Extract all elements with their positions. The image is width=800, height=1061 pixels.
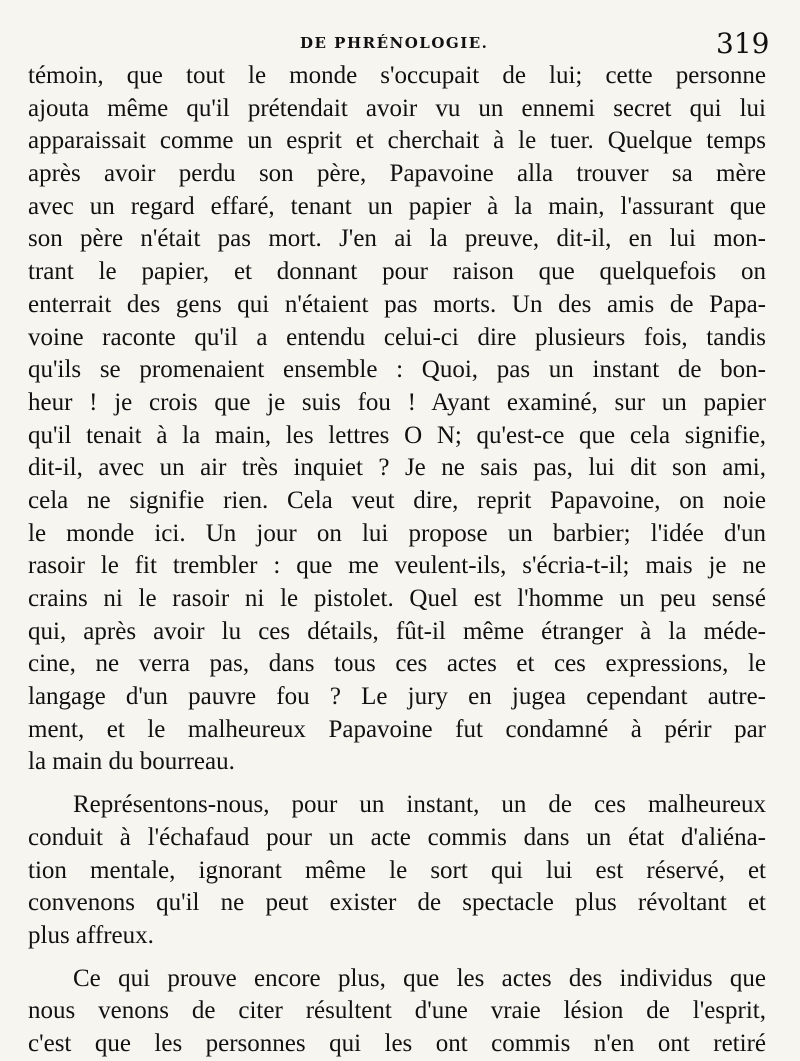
- text-line: rasoir le fit trembler : que me veulent-ils, s'écria-t-il; mais je ne: [28, 552, 766, 580]
- text-line: ment, et le malheureux Papavoine fut condamné à périr par: [28, 715, 766, 743]
- text-line: après avoir perdu son père, Papavoine alla trouver sa mère: [28, 160, 766, 188]
- text-line: trant le papier, et donnant pour raison que quelquefois on: [28, 258, 766, 286]
- running-title: DE PHRÉNOLOGIE.: [300, 34, 489, 52]
- paragraph-2: [28, 789, 766, 952]
- text-line: enterrait des gens qui n'étaient pas morts. Un des amis de Papa-: [28, 290, 766, 318]
- text-line: qu'il tenait à la main, les lettres O N; qu'est-ce que cela signifie,: [28, 421, 766, 449]
- page-number: 319: [716, 27, 770, 60]
- text-line: témoin, que tout le monde s'occupait de lui; cette personne: [28, 62, 766, 89]
- paragraph-gap: [28, 779, 766, 789]
- text-line: qu'ils se promenaient ensemble : Quoi, pas un instant de bon-: [28, 356, 766, 384]
- text-line: dit-il, avec un air très inquiet ? Je ne sais pas, lui dit son ami,: [28, 454, 766, 482]
- text-line: la main du bourreau.: [28, 748, 235, 776]
- text-line: nous venons de citer résultent d'une vraie lésion de l'esprit,: [28, 997, 766, 1025]
- text-line: conduit à l'échafaud pour un acte commis dans un état d'aliéna-: [28, 823, 766, 851]
- paragraph-gap: [28, 953, 766, 963]
- text-line: Ce qui prouve encore plus, que les actes des individus que: [73, 964, 766, 992]
- text-line: cela ne signifie rien. Cela veut dire, reprit Papavoine, on noie: [28, 486, 766, 514]
- text-line: plus affreux.: [28, 921, 154, 949]
- text-line: avec un regard effaré, tenant un papier à la main, l'assurant que: [28, 192, 766, 220]
- text-line: son père n'était pas mort. J'en ai la preuve, dit-il, en lui mon-: [28, 225, 766, 253]
- text-line: langage d'un pauvre fou ? Le jury en jugea cependant autre-: [28, 683, 766, 711]
- text-line: qui, après avoir lu ces détails, fût-il même étranger à la méde-: [28, 617, 766, 645]
- text-line: voine raconte qu'il a entendu celui-ci dire plusieurs fois, tandis: [28, 323, 766, 351]
- running-head: [0, 27, 800, 60]
- text-line: cine, ne verra pas, dans tous ces actes et ces expressions, le: [28, 650, 766, 678]
- text-line: c'est que les personnes qui les ont commis n'en ont retiré: [28, 1029, 766, 1057]
- text-line: ajouta même qu'il prétendait avoir vu un ennemi secret qui lui: [28, 94, 766, 122]
- paragraph-1: [28, 60, 766, 779]
- text-line: crains ni le rasoir ni le pistolet. Quel est l'homme un peu sensé: [28, 585, 766, 612]
- text-line: heur ! je crois que je suis fou ! Ayant examiné, sur un papier: [28, 388, 766, 416]
- text-line: le monde ici. Un jour on lui propose un barbier; l'idée d'un: [28, 519, 766, 547]
- text-line: convenons qu'il ne peut exister de spectacle plus révoltant et: [28, 889, 766, 917]
- paragraph-3: [28, 963, 766, 1061]
- body-text: [28, 60, 766, 1061]
- text-line: Représentons-nous, pour un instant, un de ces malheureux: [73, 791, 766, 819]
- text-line: apparaissait comme un esprit et cherchait à le tuer. Quelque temps: [28, 127, 766, 155]
- text-line: tion mentale, ignorant même le sort qui lui est réservé, et: [28, 856, 766, 884]
